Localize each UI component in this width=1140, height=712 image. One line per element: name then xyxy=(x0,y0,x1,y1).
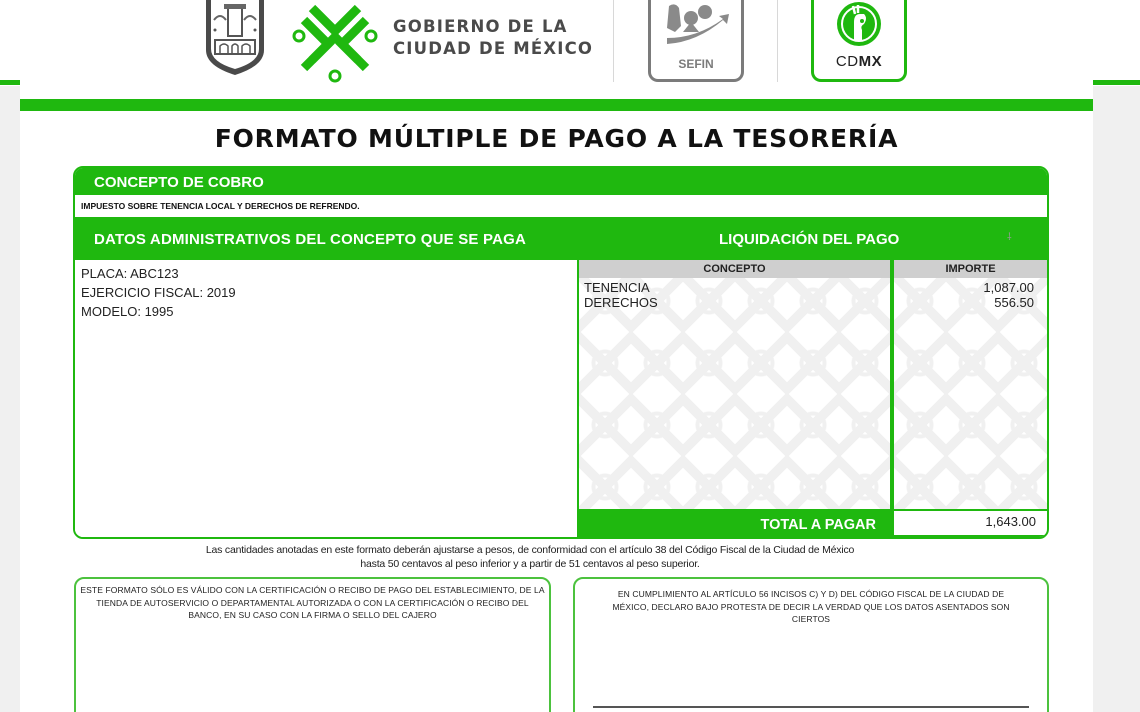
datos-administrativos-header: DATOS ADMINISTRATIVOS DEL CONCEPTO QUE SE PAGA xyxy=(94,231,527,248)
table-cell-concepto: DERECHOS xyxy=(584,295,658,310)
rounding-note-line-2: hasta 50 centavos al peso inferior y a partir de 51 centavos al peso superior. xyxy=(360,558,700,570)
cdmx-label-light: CD xyxy=(835,53,859,70)
cdmx-label-bold: MX xyxy=(858,53,883,70)
total-value: 1,643.00 xyxy=(894,511,1047,535)
table-cell-importe: 1,087.00 xyxy=(983,280,1034,295)
cdmx-label xyxy=(814,53,904,70)
page-margin-right xyxy=(1093,86,1140,712)
rounding-note xyxy=(80,543,980,571)
admin-data-panel xyxy=(75,260,577,539)
gov-line-2: CIUDAD DE MÉXICO xyxy=(393,39,594,58)
coat-of-arms-icon xyxy=(200,0,270,76)
modelo-field: MODELO: 1995 xyxy=(81,304,174,319)
sefin-label: SEFIN xyxy=(678,57,714,71)
declaration-box xyxy=(573,577,1049,712)
government-name xyxy=(393,16,593,60)
concepto-header: CONCEPTO xyxy=(579,260,890,278)
cdmx-knot-logo-icon xyxy=(290,0,380,84)
importe-column xyxy=(894,260,1047,509)
ejercicio-fiscal-field: EJERCICIO FISCAL: 2019 xyxy=(81,285,236,300)
payment-form xyxy=(73,166,1049,539)
placa-field: PLACA: ABC123 xyxy=(81,266,179,281)
table-cell-concepto: TENENCIA xyxy=(584,280,650,295)
header-divider xyxy=(777,0,778,82)
concepto-cobro-value: IMPUESTO SOBRE TENENCIA LOCAL Y DERECHOS DE REFRENDO. xyxy=(75,195,1047,217)
cdmx-logo xyxy=(811,0,907,82)
liquidacion-header: LIQUIDACIÓN DEL PAGO xyxy=(719,231,900,248)
declaration-text: EN CUMPLIMIENTO AL ARTÍCULO 56 INCISOS C) Y D) DEL CÓDIGO FISCAL DE LA CIUDAD DE MÉXICO, DECLARO BAJO PROTESTA DE DECIR LA VERDAD QUE LOS DATOS ASENTADOS SON CIERTOS xyxy=(612,589,1010,624)
liquidacion-table xyxy=(577,260,1049,539)
signature-line xyxy=(593,706,1029,708)
total-label: TOTAL A PAGAR xyxy=(760,517,876,533)
header-divider xyxy=(613,0,614,82)
gov-line-1: GOBIERNO DE LA xyxy=(393,17,568,36)
side-green-accent-left xyxy=(0,80,20,85)
concepto-cobro-header: CONCEPTO DE COBRO xyxy=(75,168,1047,195)
page-margin-left xyxy=(0,86,20,712)
importe-header: IMPORTE xyxy=(894,260,1047,278)
concepto-column xyxy=(579,260,890,509)
small-mark-icon: ⸸ xyxy=(1007,232,1012,243)
sefin-logo xyxy=(648,0,744,82)
header-green-rule xyxy=(20,99,1093,111)
side-green-accent-right xyxy=(1093,80,1140,85)
table-cell-importe: 556.50 xyxy=(994,295,1034,310)
validity-box xyxy=(74,577,551,712)
rounding-note-line-1: Las cantidades anotadas en este formato deberán ajustarse a pesos, de conformidad con el artículo 38 del Código Fiscal de la Ciudad de México xyxy=(205,544,855,556)
sefin-logo-icon xyxy=(661,2,731,50)
section-header-bar xyxy=(75,217,1047,260)
validity-text: ESTE FORMATO SÓLO ES VÁLIDO CON LA CERTIFICACIÓN O RECIBO DE PAGO DEL ESTABLECIMIENTO, DE LA TIENDA DE AUTOSERVICIO O DEPARTAMENTAL AUTORIZADA O CON LA CERTIFICACIÓN O RECIBO DEL BANCO, EN SU CASO CON LA FIRMA O SELLO DEL CAJERO xyxy=(80,585,545,620)
page-title: FORMATO MÚLTIPLE DE PAGO A LA TESORERÍA xyxy=(214,124,899,153)
cdmx-hand-logo-icon xyxy=(834,0,884,50)
